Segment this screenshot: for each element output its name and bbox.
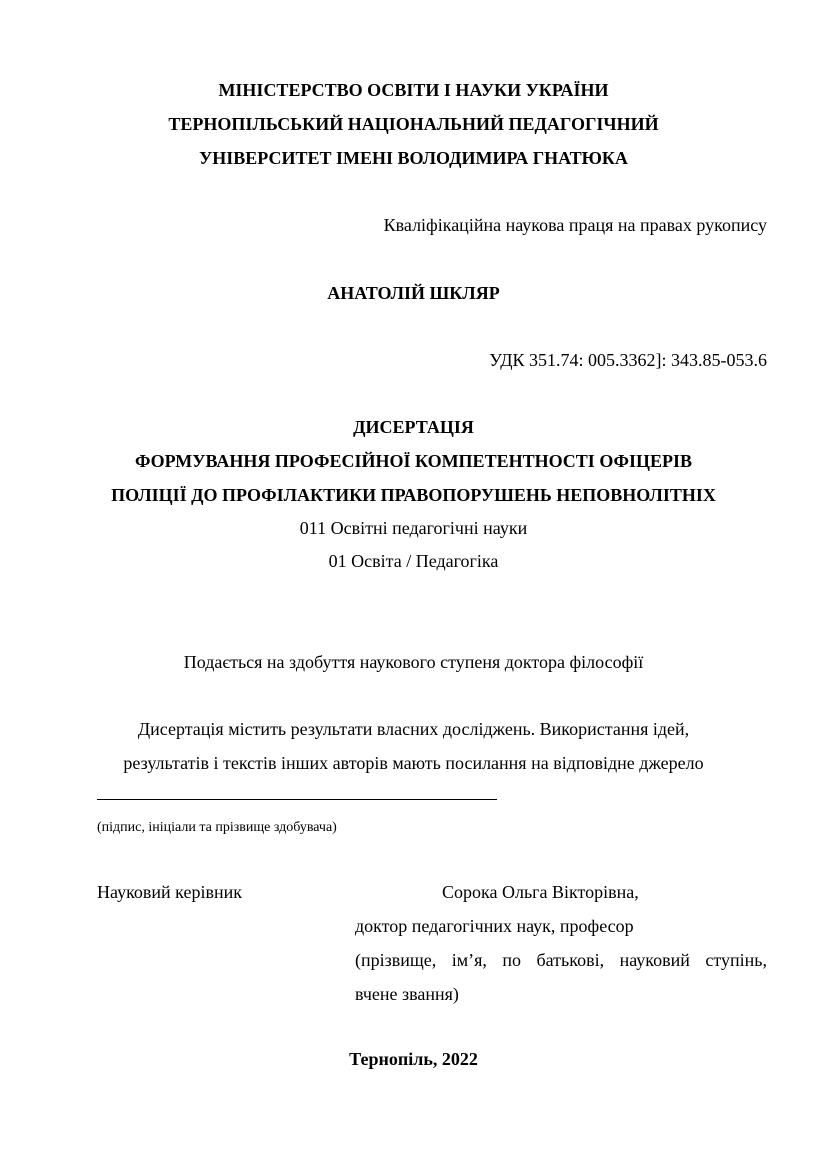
hint-word: науковий [619, 950, 690, 970]
hint-word: по [502, 950, 522, 970]
degree-note: Подається на здобуття наукового ступеня доктора філософії [183, 652, 644, 672]
footer-city-year: Тернопіль, 2022 [349, 1049, 478, 1069]
supervisor-hint-line2: вчене звання) [355, 984, 459, 1004]
supervisor-hint-line1 [355, 948, 767, 972]
field: 01 Освіта / Педагогіка [328, 551, 499, 571]
dissertation-label: ДИСЕРТАЦІЯ [353, 417, 474, 437]
signature-caption: (підпис, ініціали та прізвище здобувача) [97, 820, 337, 835]
signature-line [97, 799, 497, 800]
specialty: 011 Освітні педагогічні науки [299, 518, 528, 538]
hint-word: батькові, [536, 950, 605, 970]
manuscript-note: Кваліфікаційна наукова праця на правах рукопису [383, 215, 767, 235]
supervisor-name: Сорока Ольга Вікторівна, [442, 882, 639, 902]
hint-word: ім’я, [451, 950, 487, 970]
author-name: АНАТОЛІЙ ШКЛЯР [327, 283, 500, 303]
originality-line1: Дисертація містить результати власних досліджень. Використання ідей, [137, 719, 690, 739]
hint-word: (прізвище, [355, 950, 437, 970]
dissertation-title-line1: ФОРМУВАННЯ ПРОФЕСІЙНОЇ КОМПЕТЕНТНОСТІ ОФІЦЕРІВ [134, 451, 693, 471]
university-heading-line2: УНІВЕРСИТЕТ ІМЕНІ ВОЛОДИМИРА ГНАТЮКА [199, 148, 628, 168]
ministry-heading: МІНІСТЕРСТВО ОСВІТИ І НАУКИ УКРАЇНИ [218, 80, 609, 100]
hint-word: ступінь, [705, 950, 767, 970]
supervisor-degree: доктор педагогічних наук, професор [355, 916, 634, 936]
supervisor-label: Науковий керівник [97, 882, 242, 902]
udc-code: УДК 351.74: 005.3362]: 343.85-053.6 [489, 350, 767, 370]
university-heading-line1: ТЕРНОПІЛЬСЬКИЙ НАЦІОНАЛЬНИЙ ПЕДАГОГІЧНИЙ [168, 114, 659, 134]
dissertation-title-line2: ПОЛІЦІЇ ДО ПРОФІЛАКТИКИ ПРАВОПОРУШЕНЬ НЕПОВНОЛІТНІХ [111, 485, 716, 505]
originality-line2: результатів і текстів інших авторів мають посилання на відповідне джерело [123, 753, 704, 773]
